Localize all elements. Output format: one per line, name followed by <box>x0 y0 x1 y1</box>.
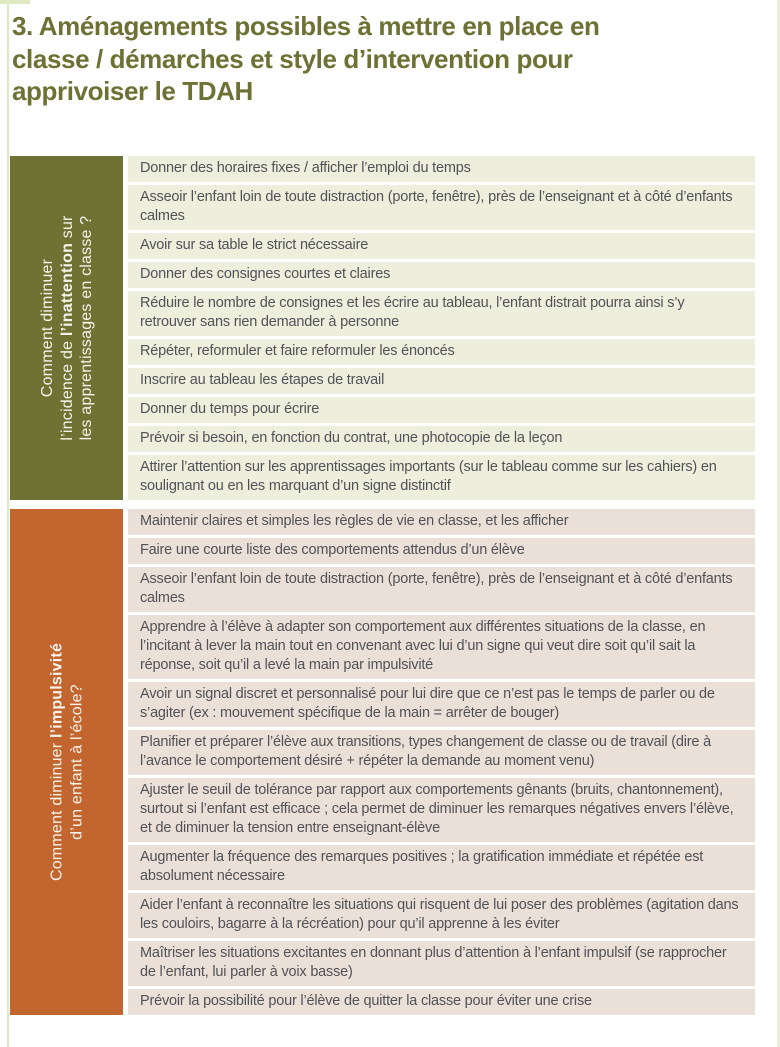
header-line-2: d’un enfant à l’école? <box>67 684 85 840</box>
table-row: Aider l’enfant à reconnaître les situations qui risquent de lui poser des problèmes (agitation dans les couloirs, bagarre à la récréation) pour qu’il apprenne à les éviter <box>128 893 755 938</box>
table-row: Maîtriser les situations excitantes en donnant plus d’attention à l’enfant impulsif (se rapprocher de l’enfant, lui parler à voix basse) <box>128 941 755 986</box>
section-header-inattention-label <box>37 163 96 493</box>
impulsivite-rows <box>128 509 755 1015</box>
inattention-rows <box>128 156 755 500</box>
section-header-inattention <box>10 156 123 500</box>
table-row: Ajuster le seuil de tolérance par rapport aux comportements gênants (bruits, chantonnement), surtout si l’enfant est efficace ; cela permet de diminuer les remarques négatives envers l’élève, et de diminuer la tension entre enseignant-élève <box>128 778 755 842</box>
table-row: Avoir un signal discret et personnalisé pour lui dire que ce n’est pas le temps de parler ou de s’agiter (ex : mouvement spécifique de la main = arrêter de bouger) <box>128 682 755 727</box>
table-row: Asseoir l’enfant loin de toute distraction (porte, fenêtre), près de l’enseignant et à côté d’enfants calmes <box>128 185 755 230</box>
table-row: Faire une courte liste des comportements attendus d’un élève <box>128 538 755 564</box>
header-line-1-bold: l’impulsivité <box>48 642 65 739</box>
table-row: Maintenir claires et simples les règles de vie en classe, et les afficher <box>128 509 755 535</box>
header-line-3: les apprentissages en classe ? <box>77 215 95 441</box>
table-row: Prévoir si besoin, en fonction du contrat, une photocopie de la leçon <box>128 426 755 452</box>
header-line-2-bold: l’inattention <box>57 242 75 337</box>
table-row: Apprendre à l’élève à adapter son comportement aux différentes situations de la classe, en l’incitant à lever la main tout en convenant avec lui d’un signe qui veut dire soit qu’il sait la réponse, soit qu’il a levé la main par impulsivité <box>128 615 755 679</box>
section-inattention <box>10 156 755 500</box>
section-header-impulsivite <box>10 509 123 1015</box>
table-row: Répéter, reformuler et faire reformuler les énoncés <box>128 339 755 365</box>
table-row: Avoir sur sa table le strict nécessaire <box>128 233 755 259</box>
table-row: Attirer l’attention sur les apprentissages importants (sur le tableau comme sur les cahiers) en soulignant ou en les marquant d’un signe distinctif <box>128 455 755 500</box>
table-row: Augmenter la fréquence des remarques positives ; la gratification immédiate et répétée est absolument nécessaire <box>128 845 755 890</box>
header-line-2-post: sur <box>57 215 75 243</box>
table-row: Inscrire au tableau les étapes de travail <box>128 368 755 394</box>
table-row: Donner des horaires fixes / afficher l’emploi du temps <box>128 156 755 182</box>
table-row: Prévoir la possibilité pour l’élève de quitter la classe pour éviter une crise <box>128 989 755 1015</box>
table-row: Donner des consignes courtes et claires <box>128 262 755 288</box>
left-accent-line <box>7 0 9 1047</box>
header-line-1-pre: Comment diminuer <box>48 738 65 882</box>
header-line-1: Comment diminuer <box>38 258 56 398</box>
table-row: Donner du temps pour écrire <box>128 397 755 423</box>
table-row: Réduire le nombre de consignes et les écrire au tableau, l’enfant distrait pourra ainsi s’y retrouver sans rien demander à personne <box>128 291 755 336</box>
top-left-accent-bar <box>0 0 30 4</box>
header-line-2-pre: l’incidence de <box>57 336 75 441</box>
section-impulsivite <box>10 509 755 1015</box>
page-title: 3. Aménagements possibles à mettre en place en classe / démarches et style d’intervention pour apprivoiser le TDAH <box>12 11 600 106</box>
section-header-impulsivite-label <box>47 512 86 1012</box>
table-row: Asseoir l’enfant loin de toute distraction (porte, fenêtre), près de l’enseignant et à côté d’enfants calmes <box>128 567 755 612</box>
table-row: Planifier et préparer l’élève aux transitions, types changement de classe ou de travail (dire à l’avance le comportement désiré + répéter la demande au moment venu) <box>128 730 755 775</box>
accommodations-table <box>10 156 755 1015</box>
